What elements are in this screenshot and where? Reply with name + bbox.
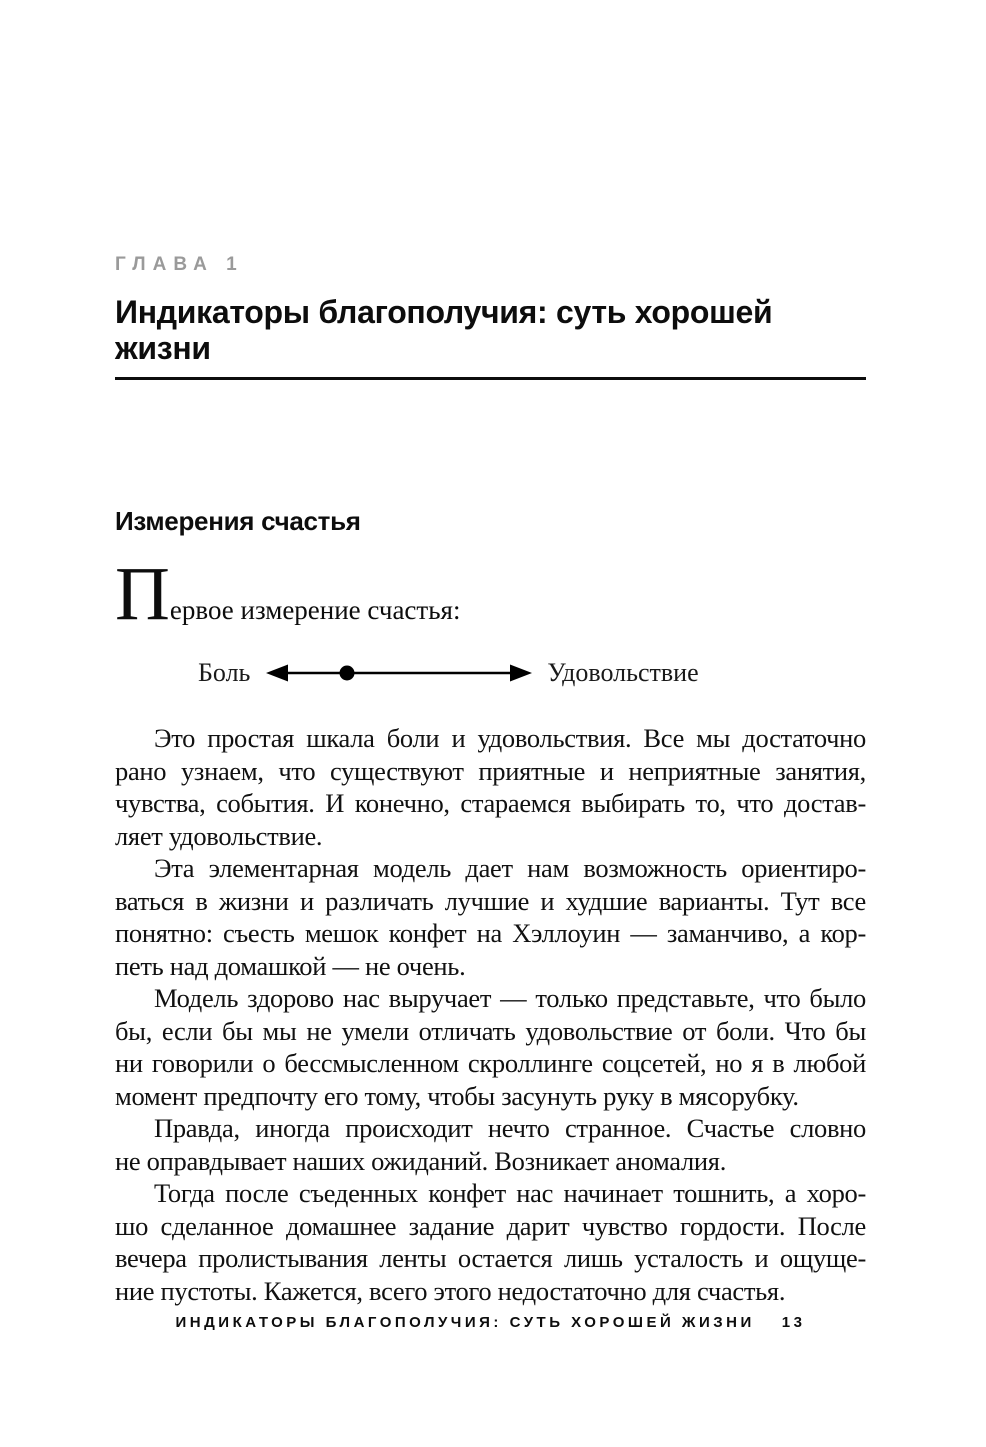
scale-left-label: Боль	[198, 658, 251, 687]
paragraph	[115, 1177, 866, 1307]
section-heading: Измерения счастья	[115, 506, 361, 536]
text-line: Модель здорово нас выручает — только представьте, что было	[154, 983, 866, 1013]
chapter-label: ГЛАВА 1	[115, 254, 244, 275]
text-line: ляет удовольствие.	[115, 820, 323, 851]
body-text	[115, 722, 866, 1307]
text-line: Эта элементарная модель дает нам возможность ориентиро-	[154, 853, 866, 883]
lead-text: ервое измерение счастья:	[169, 595, 461, 625]
lead-line	[115, 554, 866, 650]
paragraph	[115, 982, 866, 1112]
paragraph	[115, 722, 866, 852]
scale-marker-dot	[340, 666, 355, 681]
text-line: шо сделанное домашнее задание дарит чувство гордости. После	[115, 1210, 866, 1241]
text-line: Правда, иногда происходит нечто странное. Счастье словно	[154, 1113, 866, 1143]
text-line: ни говорили о бессмысленном скроллинге соцсетей, но я в любой	[115, 1048, 866, 1078]
scale-right-label: Удовольствие	[547, 658, 699, 687]
paragraph	[115, 852, 866, 982]
text-line: петь над домашкой — не очень.	[115, 950, 466, 981]
text-line: Тогда после съеденных конфет нас начинает тошнить, а хоро-	[154, 1178, 866, 1208]
text-line: ваться в жизни и различать лучшие и худшие варианты. Тут все	[115, 885, 866, 916]
double-arrow-icon	[265, 660, 533, 686]
page-footer	[115, 1314, 866, 1331]
text-line: чувства, события. И конечно, стараемся выбирать то, что достав-	[115, 788, 866, 818]
text-line: ние пустоты. Кажется, всего этого недостаточно для счастья.	[115, 1275, 786, 1306]
text-line: момент предпочту его тому, чтобы засунуть руку в мясорубку.	[115, 1080, 799, 1111]
text-line: бы, если бы мы не умели отличать удовольствие от боли. Что бы	[115, 1015, 866, 1046]
pain-pleasure-scale	[198, 658, 866, 688]
page-title: Индикаторы благополучия: суть хорошей жизни	[115, 294, 773, 366]
text-line: понятно: съесть мешок конфет на Хэллоуин — заманчиво, а кор-	[115, 918, 866, 948]
text-line: Это простая шкала боли и удовольствия. Все мы достаточно	[154, 723, 866, 753]
text-line: рано узнаем, что существуют приятные и неприятные занятия,	[115, 755, 866, 786]
title-rule	[115, 377, 866, 380]
text-line: не оправдывает наших ожиданий. Возникает аномалия.	[115, 1145, 727, 1176]
text-line: вечера пролистывания ленты остается лишь усталость и ощуще-	[115, 1243, 866, 1273]
running-title: ИНДИКАТОРЫ БЛАГОПОЛУЧИЯ: СУТЬ ХОРОШЕЙ ЖИЗНИ	[175, 1314, 755, 1331]
text-block	[115, 0, 866, 1307]
drop-cap: П	[115, 552, 170, 636]
page-number: 13	[781, 1314, 806, 1331]
paragraph	[115, 1112, 866, 1177]
